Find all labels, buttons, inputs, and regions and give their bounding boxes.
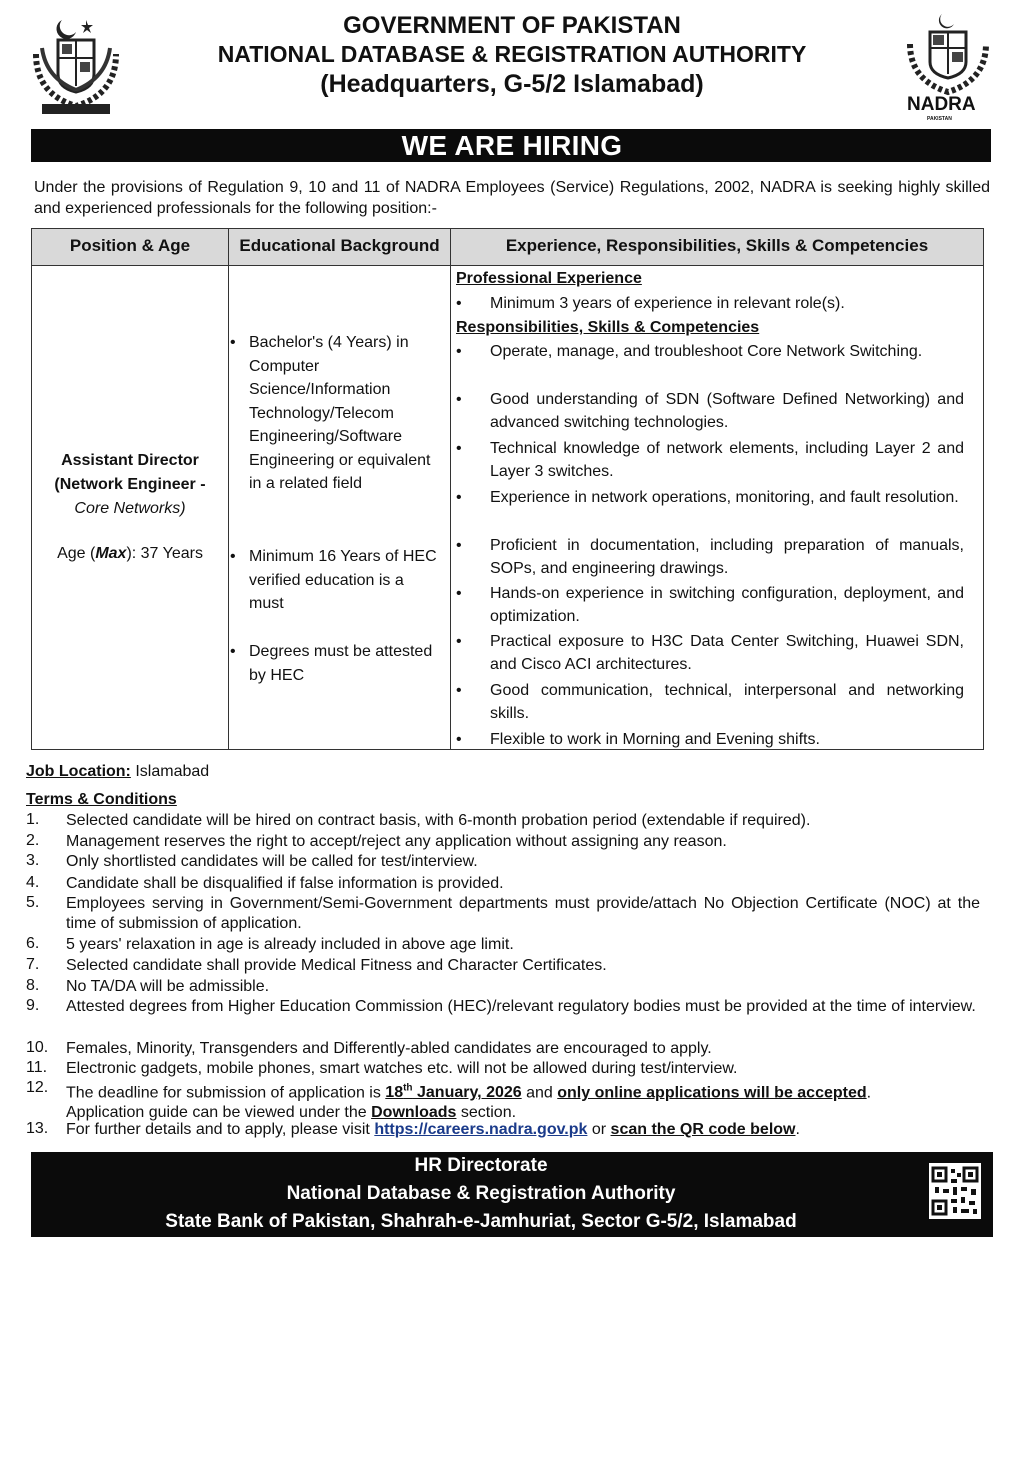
bullet-icon: •	[456, 537, 462, 554]
apply-end: .	[795, 1121, 800, 1138]
careers-link[interactable]: https://careers.nadra.gov.pk	[374, 1121, 588, 1138]
term-text: Candidate shall be disqualified if false information is provided.	[66, 875, 504, 892]
header-government: GOVERNMENT OF PAKISTAN	[343, 12, 681, 39]
education-item	[230, 331, 445, 521]
deadline-day: 18	[385, 1084, 404, 1102]
term-text: No TA/DA will be admissible.	[66, 978, 270, 995]
bullet-icon: •	[456, 295, 462, 312]
term-number: 13.	[26, 1120, 49, 1137]
experience-item	[456, 292, 968, 315]
term-number: 3.	[26, 852, 40, 869]
responsibility-item	[456, 388, 968, 434]
responsibilities-heading-text: Responsibilities, Skills & Competencies	[456, 319, 760, 336]
bullet-icon: •	[230, 643, 236, 660]
term-number: 9.	[26, 997, 40, 1014]
age-max: Max	[95, 545, 127, 562]
job-location	[26, 763, 209, 781]
apply-text: For further details and to apply, please visit	[66, 1121, 375, 1138]
apply-connector: or	[587, 1121, 611, 1138]
responsibility-item	[456, 679, 968, 725]
deadline-date: January, 2026	[412, 1084, 522, 1102]
table-divider	[450, 229, 451, 750]
responsibility-text: Proficient in documentation, including preparation of manuals, SOPs, and engineering drawings.	[490, 537, 964, 577]
term-number: 10.	[26, 1039, 49, 1056]
responsibility-item	[456, 486, 968, 532]
terms-heading: Terms & Conditions	[26, 791, 177, 808]
bullet-icon: •	[456, 391, 462, 408]
responsibility-item	[456, 340, 968, 386]
nadra-logo-subtext: PAKISTAN	[927, 116, 952, 122]
bullet-icon: •	[456, 489, 462, 506]
term-number: 12.	[26, 1079, 49, 1096]
term-text-apply	[66, 1120, 980, 1140]
age-value: ): 37 Years	[126, 545, 203, 562]
experience-heading-text: Professional Experience	[456, 270, 642, 287]
responsibility-item	[456, 728, 968, 751]
term-text: Selected candidate will be hired on contract basis, with 6-month probation period (extendable if required).	[66, 812, 811, 829]
header-headquarters: (Headquarters, G-5/2 Islamabad)	[320, 70, 704, 98]
responsibility-text: Flexible to work in Morning and Evening shifts.	[490, 731, 820, 748]
hiring-banner-text: WE ARE HIRING	[401, 130, 623, 161]
term-number: 11.	[26, 1059, 48, 1076]
education-text: Bachelor's (4 Years) in Computer Science/Information Technology/Telecom Engineering/Software Engineering or equivalent in a related field	[249, 334, 431, 492]
term-number: 8.	[26, 977, 40, 994]
intro-paragraph: Under the provisions of Regulation 9, 10 and 11 of NADRA Employees (Service) Regulations, 2002, NADRA is seeking highly skilled and experienced professionals for the following position:-	[34, 179, 990, 217]
experience-heading	[456, 267, 968, 290]
table-divider	[228, 229, 229, 750]
bullet-icon: •	[456, 731, 462, 748]
footer-directorate: HR Directorate	[414, 1155, 548, 1176]
education-text: Minimum 16 Years of HEC verified education is a must	[249, 548, 437, 612]
job-location-value: Islamabad	[130, 763, 210, 780]
table-header-position: Position & Age	[69, 236, 191, 255]
bullet-icon: •	[456, 682, 462, 699]
scan-qr-note: scan the QR code below	[610, 1121, 796, 1138]
footer-authority: National Database & Registration Authority	[286, 1183, 676, 1204]
position-age	[36, 545, 224, 563]
education-text: Degrees must be attested by HEC	[249, 643, 433, 684]
footer-address: State Bank of Pakistan, Shahrah-e-Jamhuriat, Sector G-5/2, Islamabad	[165, 1211, 797, 1232]
nadra-logo-text: NADRA	[907, 94, 976, 115]
responsibility-item	[456, 534, 968, 580]
experience-text: Minimum 3 years of experience in relevant role(s).	[490, 295, 845, 312]
online-only-note: only online applications will be accepted	[557, 1084, 867, 1102]
downloads-link[interactable]: Downloads	[371, 1104, 457, 1122]
term-text: Females, Minority, Transgenders and Differently-abled candidates are encouraged to apply.	[66, 1040, 712, 1057]
responsibility-item	[456, 582, 968, 628]
responsibility-item	[456, 437, 968, 483]
guide-text-end: section.	[456, 1104, 517, 1122]
position-title-line1: Assistant Director	[61, 452, 199, 469]
table-header-experience: Experience, Responsibilities, Skills & Competencies	[505, 236, 929, 255]
term-text: Only shortlisted candidates will be called for test/interview.	[66, 853, 478, 870]
term-number: 1.	[26, 811, 40, 828]
position-title	[36, 449, 224, 521]
responsibility-text: Good understanding of SDN (Software Defined Networking) and advanced switching technologies.	[490, 391, 964, 431]
term-text: Management reserves the right to accept/reject any application without assigning any reason.	[66, 833, 727, 850]
responsibility-text: Experience in network operations, monitoring, and fault resolution.	[490, 489, 959, 506]
term-number: 7.	[26, 956, 40, 973]
bullet-icon: •	[456, 440, 462, 457]
bullet-icon: •	[456, 343, 462, 360]
qr-code-icon[interactable]	[929, 1163, 981, 1219]
position-title-line3: Core Networks)	[74, 500, 186, 517]
term-number: 2.	[26, 832, 40, 849]
position-title-line2: (Network Engineer -	[54, 476, 206, 493]
responsibility-text: Operate, manage, and troubleshoot Core Network Switching.	[490, 343, 923, 360]
responsibility-text: Technical knowledge of network elements, including Layer 2 and Layer 3 switches.	[490, 440, 964, 480]
term-text: Attested degrees from Higher Education Commission (HEC)/relevant regulatory bodies must be provided at the time of interview.	[66, 998, 976, 1015]
education-item	[230, 545, 445, 617]
responsibilities-heading	[456, 316, 968, 339]
term-number: 5.	[26, 894, 40, 911]
job-location-label: Job Location:	[26, 763, 131, 780]
deadline-day-suffix: th	[403, 1083, 413, 1094]
deadline-connector: and	[521, 1084, 558, 1102]
responsibility-text: Hands-on experience in switching configuration, deployment, and optimization.	[490, 585, 964, 625]
term-text: Employees serving in Government/Semi-Government departments must provide/attach No Objection Certificate (NOC) at the time of submission of application.	[66, 895, 980, 932]
deadline-text: The deadline for submission of application is	[66, 1084, 386, 1102]
bullet-icon: •	[230, 334, 236, 351]
term-text-deadline	[66, 1079, 980, 1123]
deadline-end: .	[866, 1084, 872, 1102]
term-text: 5 years' relaxation in age is already included in above age limit.	[66, 936, 514, 953]
bullet-icon: •	[456, 633, 462, 650]
responsibility-text: Practical exposure to H3C Data Center Switching, Huawei SDN, and Cisco ACI architectures.	[490, 633, 964, 673]
guide-text: Application guide can be viewed under the	[66, 1104, 372, 1122]
term-number: 6.	[26, 935, 40, 952]
bullet-icon: •	[230, 548, 236, 565]
table-header-education: Educational Background	[239, 236, 440, 255]
education-item	[230, 640, 445, 688]
header-authority: NATIONAL DATABASE & REGISTRATION AUTHORITY	[217, 41, 807, 67]
responsibility-item	[456, 630, 968, 676]
term-number: 4.	[26, 874, 40, 891]
term-text: Electronic gadgets, mobile phones, smart watches etc. will not be allowed during test/interview.	[66, 1060, 738, 1077]
term-text: Selected candidate shall provide Medical Fitness and Character Certificates.	[66, 957, 607, 974]
bullet-icon: •	[456, 585, 462, 602]
age-label: Age (	[57, 545, 96, 562]
responsibility-text: Good communication, technical, interpersonal and networking skills.	[490, 682, 964, 722]
